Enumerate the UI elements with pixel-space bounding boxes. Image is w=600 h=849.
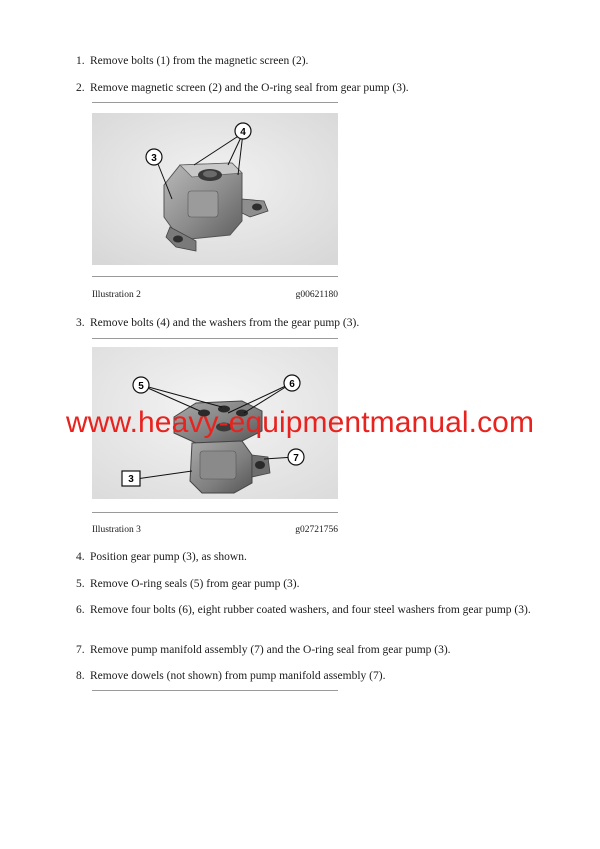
divider-line: [92, 338, 338, 339]
step-text: Remove dowels (not shown) from pump manifold assembly (7).: [90, 670, 386, 682]
watermark-text: www.heavy-equipmentmanual.com: [65, 406, 535, 439]
step-8: [76, 669, 546, 684]
step-number: 6.: [76, 604, 85, 616]
divider-line: [92, 690, 338, 691]
step-text: Remove bolts (4) and the washers from the gear pump (3).: [90, 317, 360, 329]
callout-5: [133, 377, 149, 393]
step-2: [76, 81, 546, 96]
step-text: Remove O-ring seals (5) from gear pump (3).: [90, 578, 300, 590]
callout-7: [288, 449, 304, 465]
callout-number: 5: [138, 381, 144, 392]
step-6: [76, 603, 546, 618]
illustration-code: g02721756: [295, 525, 338, 535]
step-text: Position gear pump (3), as shown.: [90, 551, 247, 563]
callout-3: [146, 149, 162, 165]
callout-number: 3: [128, 474, 134, 485]
divider-line: [92, 102, 338, 103]
step-text: Remove pump manifold assembly (7) and the O-ring seal from gear pump (3).: [90, 644, 451, 656]
callout-3: [122, 471, 140, 486]
step-number: 2.: [76, 82, 85, 94]
step-text: Remove magnetic screen (2) and the O-ring seal from gear pump (3).: [90, 82, 409, 94]
divider-line: [92, 512, 338, 513]
step-7: [76, 643, 546, 658]
step-text: Remove bolts (1) from the magnetic screen (2).: [90, 55, 309, 67]
callout-number: 6: [289, 379, 295, 390]
callout-number: 3: [151, 153, 157, 164]
callout-4: [235, 123, 251, 139]
step-number: 4.: [76, 551, 85, 563]
step-text: Remove four bolts (6), eight rubber coated washers, and four steel washers from gear pump (3).: [90, 604, 531, 616]
illustration-label: Illustration 2: [92, 290, 141, 300]
illustration-code: g00621180: [295, 290, 338, 300]
step-number: 7.: [76, 644, 85, 656]
divider-line: [92, 276, 338, 277]
step-1: [76, 54, 546, 69]
step-3: [76, 316, 546, 331]
illustration-label: Illustration 3: [92, 525, 141, 535]
callout-6: [284, 375, 300, 391]
illustration-2-image: [92, 113, 338, 265]
step-5: [76, 577, 546, 592]
callout-number: 7: [293, 453, 299, 464]
step-number: 5.: [76, 578, 85, 590]
step-number: 3.: [76, 317, 85, 329]
step-4: [76, 550, 546, 565]
step-number: 8.: [76, 670, 85, 682]
callout-number: 4: [240, 127, 246, 138]
step-number: 1.: [76, 55, 85, 67]
